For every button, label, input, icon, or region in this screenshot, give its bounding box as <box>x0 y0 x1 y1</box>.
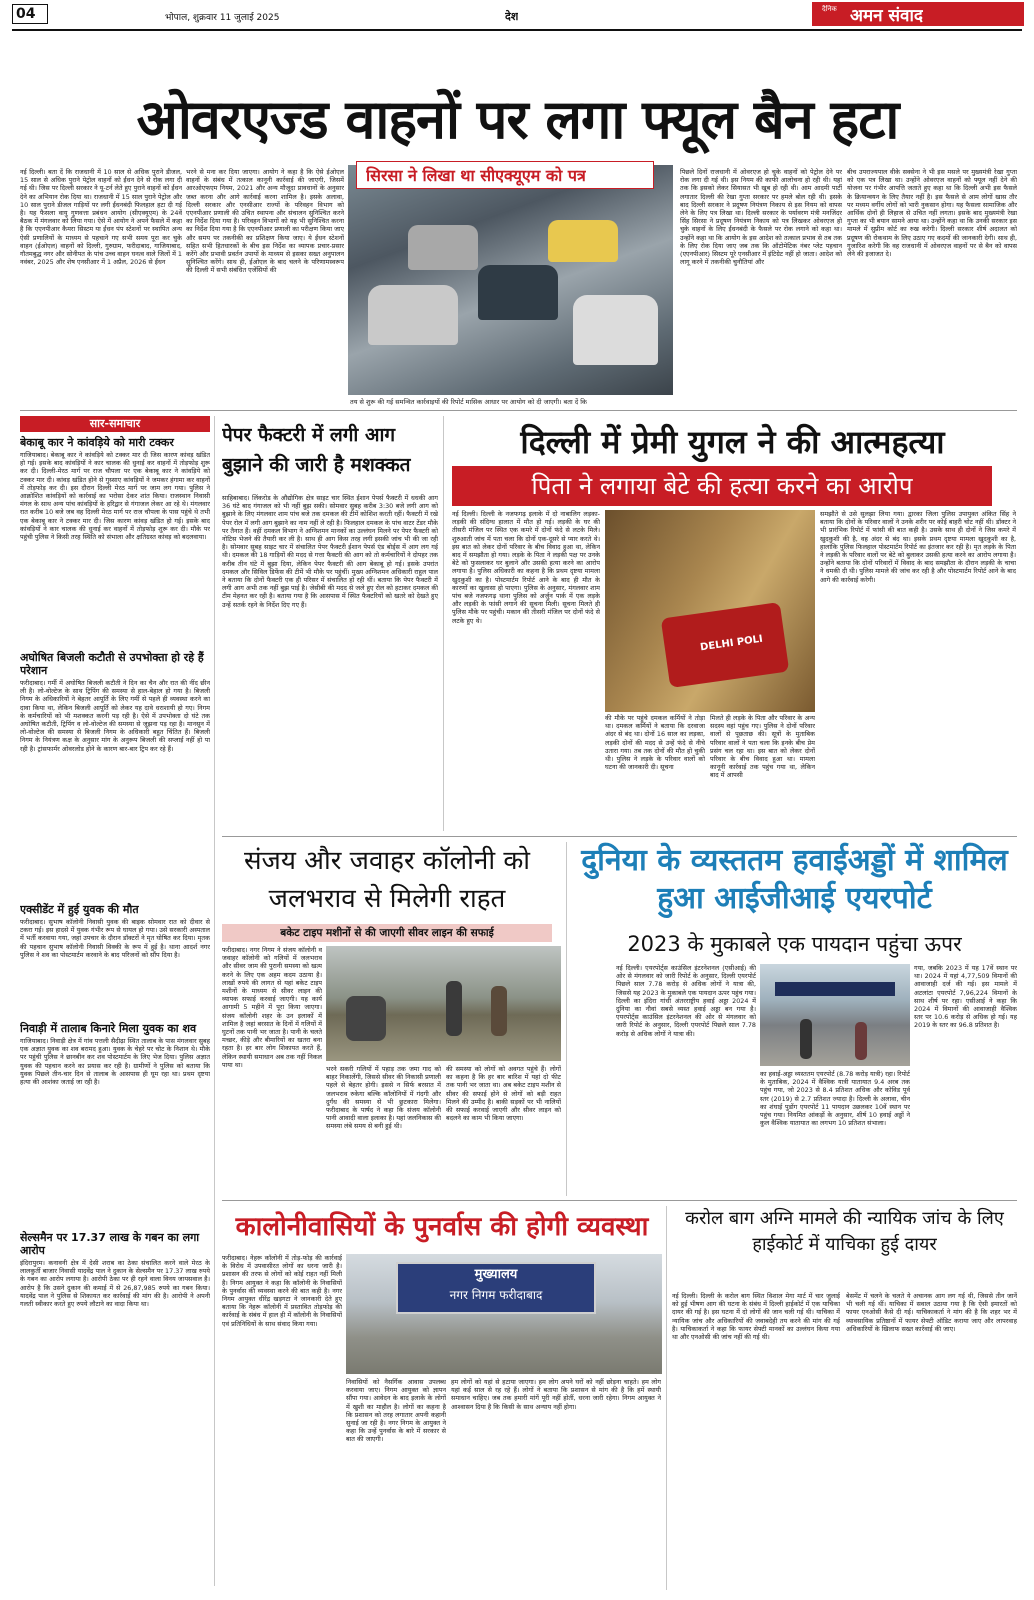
brief-title: अघोषित बिजली कटौती से उपभोक्ता हो रहे हैं परेशान <box>20 651 204 677</box>
rehab-headline: कालोनीवासियों के पुनर्वास की होगी व्यवस्था <box>235 1212 649 1242</box>
lead-column-1: नई दिल्ली। बता दें कि राजधानी में 10 साल से अधिक पुराने डीजल, 15 साल से अधिक पुराने पेट्रोल वाहनों को ईंधन देने से रोक लगा दी गई थी। जिस पर दिल्ली सरकार ने यू-टर्न लेते हुए पुराने वाहनों को ईंधन देने का अभियान रोक दिया था। राजधानी में 15 साल पुराने पेट्रोल और 10 साल पुराने डीजल गाड़ियों पर लगी ईंधनबंदी फिलहाल हटा दी गई है। यह फैसला वायु गुणवत्ता प्रबंधन आयोग (सीएक्यूएम) के 24वें बैठक में मंगलवार को लिया गया। ऐसे में आयोग ने अपने फैसले में कहा है कि एएनपीआर कैमरा सिस्टम या ईंधन पंप स्टेशनों पर स्थापित अन्य ऐसी प्रणालियों के माध्यम से पहचाने गए सभी समय पूरा कर चुके वाहन (ईओएल) वाहनों को दिल्ली, गुरुग्राम, फरीदाबाद, गाजियाबाद, गौतमबुद्ध नगर और सोनीपत के पांच उच्च वाहन घनत्व वाले जिलों में 1 नवंबर, 2025 और शेष एनसीआर में 1 अप्रैल, 2026 से ईंधन <box>20 168 182 267</box>
brief-title: निवाड़ी में तालाब किनारे मिला युवक का शव <box>20 1022 197 1035</box>
lead-photo-label: सिरसा ने लिखा था सीएक्यूएम को पत्र <box>366 166 586 185</box>
rehab-photo-building <box>346 1254 662 1374</box>
fire-headline: पेपर फैक्टरी में लगी आग बुझाने की जारी है मशक्कत <box>222 424 411 476</box>
terminal-sign-shape <box>775 982 895 996</box>
lead-column-4: बीच उपराज्यपाल वीके सक्सेना ने भी इस मसले पर मुख्यमंत्री रेखा गुप्ता को एक पत्र लिखा था। उन्होंने ओवरएज वाहनों को फ्यूल नहीं देने की योजना पर गंभीर आपत्ति जताते हुए कहा था कि दिल्ली अभी इस फैसले के क्रियान्वयन के लिए तैयार नहीं है। इस फैसले से आम लोगों खास तौर पर मध्यम वर्गीय लोगों को भारी नुकसान होगा। यह फैसला सामाजिक और आर्थिक दोनों ही लिहाज से उचित नहीं लगता। इसके बाद मुख्यमंत्री रेखा गुप्ता का भी बयान सामने आया था। उन्होंने कहा था कि उनकी सरकार इस मामले में सुप्रीम कोर्ट का रुख करेगी। दिल्ली सरकार शीर्ष अदालत को प्रदूषण की रोकथाम के लिए उठाए गए कदमों की जानकारी देगी। साथ ही, गुजारिश करेगी कि वह राजधानी में ओवरएज वाहनों पर से बैन को वापस लेने की इजाजत दे। <box>847 168 1017 259</box>
couple-column-4: समझौते से उसे सुलझा लिया गया। द्वारका जिला पुलिस उपायुक्त अंकित सिंह ने बताया कि दोनों के परिवार वालों ने उनके शरीर पर कोई बाहरी चोट नहीं थी। डॉक्टर ने भी प्रारंभिक रिपोर्ट में फांसी की बात कही है। उसके साथ ही दोनों ने जिस कमरे में खुदकुशी की है, वह अंदर से बंद था। इसके प्रथम दृष्टया मामला खुदकुशी का है, हालांकि पुलिस फिलहाल पोस्टमार्टम रिपोर्ट का इंतजार कर रही है। मृत लड़के के पिता ने लड़की के परिवार वालों पर बेटे को बुलाकर उसकी हत्या करने का आरोप लगाया है। उन्होंने बताया कि दोनों परिवारों में विवाद के बाद समझौता के दौरान लड़की के चाचा ने धमकी दी थी। पुलिस मामले की जांच कर रही है और पोस्टमार्टम रिपोर्ट आने के बाद आगे की कार्रवाई करेगी। <box>820 510 1016 584</box>
brief-item <box>20 1231 210 1449</box>
airport-column-1: नई दिल्ली। एयरपोर्ट्स काउंसिल इंटरनेशनल (एसीआई) की ओर से मंगलवार को जारी रिपोर्ट के अनुसार, दिल्ली एयरपोर्ट पिछले साल 7.78 करोड़ से अधिक लोगों ने यात्रा की, जिससे यह 2023 के मुकाबले एक पायदान ऊपर पहुंच गया। दिल्ली का इंदिरा गांधी अंतरराष्ट्रीय हवाई अड्डा 2024 में दुनिया का नौवां सबसे व्यस्त हवाई अड्डा बन गया है। एयरपोर्ट्स काउंसिल इंटरनेशनल की ओर से मंगलवार को जारी रिपोर्ट के अनुसार, दिल्ली एयरपोर्ट पिछले साल 7.78 करोड़ से अधिक लोगों ने यात्रा की। <box>616 964 756 1038</box>
person-shape <box>446 981 462 1036</box>
rehab-column-1: फरीदाबाद। नेहरू कॉलोनी में तोड़-फोड़ की कार्रवाई के विरोध में उपवासीरत लोगों का धरना जारी है। प्रशासन की तरफ से लोगों को कोई राहत नहीं मिली है। निगम आयुक्त ने कहा कि कॉलोनी के निवासियों के पुनर्वास की व्यवस्था करने की बात कही है। नगर निगम आयुक्त धीरेंद्र खड़गटा ने जानकारी देते हुए बताया कि नेहरू कॉलोनी में प्रस्तावित तोड़फोड़ की कार्रवाई के संबंध में हाल ही में कॉलोनी के निवासियों एवं प्रतिनिधियों के साथ संवाद किया गया। <box>222 1254 342 1328</box>
colony-column-2: भरने सकरी गलियों में पहाड़ तक जमा गाद को बाहर निकालेंगी, जिससे सीवर की निकासी प्रणाली पहले से बेहतर होगी। इससे न सिर्फ बरसात में जलभराव रुकेगा बल्कि कॉलोनियों में गंदगी और दुर्गंध की समस्या से भी छुटकारा मिलेगा। फरीदाबाद के पार्षद ने कहा कि संजय कॉलोनी पानी आवादी वाला इलाका है। यहां जलनिकास की समस्या लंबे समय से बनी हुई थी। <box>326 1065 441 1131</box>
car-shape <box>548 220 618 262</box>
masthead-prefix: दैनिक <box>822 5 837 13</box>
colony-column-3: की समस्या को लोगों को अवगत पहुंचे हैं। लोगों का कहना है कि हर बार बारिश में यहां दो फीट तक पानी भर जाता था। अब बकेट टाइप मशीन से सीवर की सफाई होने से लोगों को बड़ी राहत मिलने की उम्मीद है। बाकी सड़कों पर भी नालियों की सफाई करवाई जाएगी और सीवर लाइन को बदलने का काम भी किया जाएगा। <box>446 1065 561 1123</box>
airport-column-2: का हवाई-अड्डा व्यस्ततम एयरपोर्ट (8.78 करोड़ यात्री) रहा। रिपोर्ट के मुताबिक, 2024 में वैश्विक यात्री यातायात 9.4 अरब तक पहुंच गया, जो 2023 से 8.4 प्रतिशत अधिक और कोविड पूर्व स्तर (2019) से 2.7 प्रतिशत ज्यादा है। दिल्ली के अलावा, चीन का शंघाई पुडोंग एयरपोर्ट 11 पायदान उछलकर 10वें स्थान पर पहुंच गया। नियमित आंकड़ों के अनुसार, शीर्ष 10 हवाई अड्डों ने कुल वैश्विक यातायात का लगभग 10 प्रतिशत संभाला। <box>760 1070 910 1128</box>
colony-photo-waterlogging <box>326 946 561 1061</box>
car-shape <box>408 225 478 270</box>
couple-subhead: पिता ने लगाया बेटे की हत्या करने का आरोप <box>531 472 913 500</box>
colony-column-1: फरीदाबाद। नगर निगम ने संजय कॉलोनी व जवाहर कॉलोनी को गलियों में जलभराव और सीवर जाम की पुरानी समस्या को खत्म करने के लिए एक अहम कदम उठाया है। लाखों रुपये की लागत से यहां बकेट टाइप मशीनों के माध्यम से सीवर लाइन की व्यापक सफाई करवाई जाएगी। यह कार्य आगामी 5 महीने में पूरा किया जाएगा। संजय कॉलोनी शहर के उन इलाकों में शामिल है जहां बरसात के दिनों में गलियों में घुटनों तक पानी भर जाता है। पानी के चलते मच्छर, कीड़े और बीमारियों का खतरा बना रहता है। हर बार लोग शिकायत करते हैं, लेकिन स्थायी समाधान अब तक नहीं निकल पाया था। <box>222 946 322 1069</box>
masthead-title: अमन संवाद <box>850 6 923 26</box>
airport-column-3: गया, जबकि 2023 में यह 17वें स्थान पर था। 2024 में यहां 4,77,509 विमानों की आवाजाही दर्ज की गई। इस मामले में अटलांटा एयरपोर्ट 7,96,224 विमानों के साथ शीर्ष पर रहा। एसीआई ने कहा कि 2024 में विमानों की आवाजाही वैश्विक स्तर पर 10.6 करोड़ से अधिक हो गई। यह 2019 के स्तर का 96.8 प्रतिशत है। <box>914 964 1017 1030</box>
lead-column-3: पिछले दिनों राजधानी में ओवरएज हो चुके वाहनों को पेट्रोल देने पर रोक लगा दी गई थी। इस नियम की काफी आलोचना हो रही थी। यहां तक कि इसको लेकर सियासत भी खूब हो रही थी। आम आदमी पार्टी लगातार दिल्ली की रेखा गुप्ता सरकार पर हमले बोल रही थी। इसके बाद दिल्ली सरकार ने प्रदूषण नियंत्रण निकाय से इस नियम को वापस लेने के लिए पत्र लिखा था। दिल्ली सरकार के पर्यावरण मंत्री मनजिंदर सिंह सिरसा ने प्रदूषण नियंत्रण निकाय को पत्र लिखकर ओवरएज हो चुके वाहनों के लिए ईंधनबंदी के फैसले पर रोक लगाने को कहा था। उन्होंने कहा था कि आयोग के इस आदेश को तत्काल प्रभाव से तब तक के लिए रोक दिया जाए जब तक कि ऑटोमेटिक नंबर प्लेट पहचान (एएनपीआर) सिस्टम पूरे एनसीआर में इंटिग्रेट नहीं हो जाता। आदेश को लागू करने में तकनीकी चुनौतियां और <box>680 168 842 267</box>
karol-column-2: बेसमेंट में चलने के चलते ये अचानक आग लग गई थी, जिससे तीन जानें भी चली गई थीं। याचिका में सवाल उठाया गया है कि ऐसी इमारतों को फायर एनओसी कैसे दी गई। याचिकाकर्ता ने मांग की है कि शहर भर में व्यावसायिक प्रतिष्ठानों में फायर सेफ्टी ऑडिट कराया जाए और लापरवाह अधिकारियों के खिलाफ सख्त कार्रवाई की जाए। <box>846 1292 1017 1333</box>
brief-item <box>20 436 210 647</box>
brief-title: सेल्समैन पर 17.37 लाख के गबन का लगा आरोप <box>20 1231 200 1257</box>
police-patch-text: DELHI POLI <box>699 633 764 654</box>
brief-body: फरीदाबाद। गर्मी में अघोषित बिजली कटौती ने दिन का चैन और रात की नींद छीन ली है। लो-वोल्टेज के साथ ट्रिपिंग की समस्या से हाल-बेहाल हो गया है। बिजली निगम के अधिकारियों ने बेहतर आपूर्ति के लिए गर्मी से पहले ही व्यवस्था करने का दावा किया था, लेकिन बिजली आपूर्ति को लेकर यह दावे धराशायी हो गए। निगम के कर्मचारियों को भी मशक्कत करनी पड़ रही है। ऐसे में उपभोक्ता दो घंटे तक अघोषित कटौती, ट्रिपिंग व लो-वोल्टेज की समस्या से जूझना पड़ रहा है। मानसून में लो-वोल्टेज की समस्या से बिजली निगम के अधिकारी बहुत चिंतित हैं। बिजली निगम के नियंत्रण कक्ष के अनुसार मांग के अनुरूप बिजली की सप्लाई नहीं हो पा रही है। ट्रांसफार्मर ओवरलोड होने के कारण बार-बार ट्रिप कर रहे हैं। <box>20 679 210 753</box>
header-dateline: भोपाल, शुक्रवार 11 जुलाई 2025 <box>165 13 280 23</box>
mid-rule <box>222 836 1017 837</box>
brief-body: इंदिरापुरम। कनावनी क्षेत्र में देसी शराब का ठेका संचालित करने वाले मेरठ के लालकुर्ती बाजार निवासी यादवेंद्र पाल ने दुकान के सेल्समैन पर 17.37 लाख रुपये के गबन का आरोप लगाया है। आरोपी ठेका पर ही रहने वाला विनय जायसवाल है। आरोप है कि उसने दुकान की कमाई में से 26,87,985 रुपये का गबन किया। यादवेंद्र पाल ने पुलिस से शिकायत कर कार्रवाई की मांग की है। आरोपी ने अपनी गलती स्वीकार करते हुए रुपये लौटाने का वादा किया था। <box>20 1259 210 1309</box>
lead-photo-caption: तय से शुरू की गई समन्वित कार्रवाइयों की रिपोर्ट मासिक आधार पर आयोग को दी जाएगी। बता दें कि <box>350 398 587 406</box>
section-label: देश <box>505 10 519 23</box>
briefs-column <box>20 416 210 1586</box>
couple-column-1: नई दिल्ली। दिल्ली के नजफगढ़ इलाके में दो नाबालिग लड़का-लड़की की संदिग्ध हालात में मौत हो गई। लड़की के घर की तीसरी मंजिल पर स्थित एक कमरे में दोनों फंदे से लटके मिले। शुरुआती जांच में पता चला कि दोनों एक-दूसरे से प्यार करते थे। इस बात को लेकर दोनों परिवार के बीच विवाद हुआ था, लेकिन बाद में समझौता हो गया। लड़के के पिता ने लड़की पक्ष पर उनके बेटे को फुसलाकर घर बुलाने और उसकी हत्या करने का आरोप लगाया है। पुलिस अधिकारी का कहना है कि प्रथम दृष्टया मामला खुदकुशी का है। पोस्टमार्टम रिपोर्ट आने के बाद ही मौत के कारणों का खुलासा हो पाएगा। पुलिस के अनुसार, मंगलवार शाम पांच बजे नजफगढ़ थाना पुलिस को अर्जुन पार्क में एक लड़के और लड़की के फांसी लगाने की सूचना मिली। सूचना मिलते ही पुलिस मौके पर पहुंची। मकान की तीसरी मंजिल पर दोनों फंदे से लटके हुए थे। <box>452 510 600 625</box>
brief-body: फरीदाबाद। सुभाष कॉलोनी निवासी युवक की बाइक सोमवार रात को दीवार से टकरा गई। इस हादसे में युवक गंभीर रूप से घायल हो गया। उसे सरकारी अस्पताल में भर्ती करवाया गया, जहां उपचार के दौरान डॉक्टरों ने मृत घोषित कर दिया। मृतक की पहचान सुभाष कॉलोनी निवासी विक्की के रूप में हुई है। थाना आदर्श नगर पुलिस ने शव का पोस्टमार्टम करवाने के बाद परिजनों को सौंप दिया है। <box>20 918 210 959</box>
briefs-divider <box>214 416 215 1586</box>
brief-item <box>20 1022 210 1227</box>
brief-title: बेकाबू कार ने कांवड़िये को मारी टक्कर <box>20 436 174 449</box>
signboard-line-1: मुख्यालय <box>474 1267 518 1282</box>
lead-column-2: भरने से मना कर दिया जाएगा। आयोग ने कहा है कि ऐसे ईओएल वाहनों के संबंध में तत्काल कानूनी कार्रवाई की जाएगी, जिसमें आरओएफएम नियम, 2021 और अन्य मौजूदा प्रावधानों के अनुसार जब्त करना और आगे कार्रवाई करना शामिल है। इसके अलावा, दिल्ली सरकार और एनसीआर राज्यों के परिवहन विभाग को एएनपीआर प्रणाली की उचित स्थापना और संचालन सुनिश्चित करने का निर्देश दिया गया है। परिवहन विभागों को यह भी सुनिश्चित करना का निर्देश दिया गया है कि एएनपीआर प्रणाली का परीक्षण किया जाए और समय पर तकनीकी का प्रशिक्षण किया जाए। ये ईंधन स्टेशनों सहित सभी हितधारकों के बीच इस निर्देश का व्यापक प्रचार-प्रसार करेंगे और प्रभावी प्रवर्तन उपायों के माध्यम से इसका सख्त अनुपालन सुनिश्चित करेंगे। साथ ही, ईओएल के बाद चलने के परिणामस्वरूप की दिल्ली में सभी संबंधित एजेंसियों की <box>186 168 344 275</box>
person-shape <box>800 1019 812 1059</box>
brief-body: गाजियाबाद। बेकाबू कार ने कांवड़िये को टक्कर मार दी जिस कारण कांवड़ खंडित हो गई। इसके बाद कांवड़ियों ने कार चालक की धुनाई कर वाहनों में तोड़फोड़ शुरू कर दी। दिल्ली-मेरठ मार्ग पर राज चौपला पर एक बेकाबू कार ने कांवड़िये को टक्कर मार दी। कांवड़ खंडित होने से गुस्साए कांवड़ियों ने जमकर हंगामा कर वाहनों में तोड़फोड़ कर दी। इस दौरान दिल्ली मेरठ मार्ग पर जाम लग गया। पुलिस ने आक्रोशित कांवड़ियों को कार्रवाई का भरोसा देकर शांत किया। राजस्थान निवासी मंगल के साथ अन्य पांच कांवड़ियों के हरिद्वार से गंगाजल लेकर आ रहे थे। मंगलवार रात करीब 10 बजे जब वह दिल्ली मेरठ मार्ग पर राज चौपला के पास पहुंचे थे तभी एक बेकाबू कार ने टक्कर मार दी। जिस कारण कांवड़ खंडित हो गई। इसके बाद कांवड़ियों ने कार चालक की धुनाई कर वाहनों में तोड़फोड़ शुरू कर दी। मौके पर पहुंची पुलिस ने किसी तरह स्थिति को संभाला और क्षतिग्रस्त कांवड़ को बदलवाया। <box>20 451 210 542</box>
colony-divider <box>566 842 567 1196</box>
fire-body: साहिबाबाद। लिंकरोड के औद्योगिक क्षेत्र साइट चार स्थित ईशान पेपर्स फैक्टरी में धधकी आग 36 घंटे बाद गंगाजल को भी नहीं बुझ सकी। सोमवार सुबह करीब 3:30 बजे लगी आग को बुझाने के लिए मंगलवार शाम पांच बजे तक दमकल की टीमें कोशिश करती रहीं। फैक्टरी में रखे पेपर रोल में लगी आग बुझाने का नाम नहीं ले रही है। फिलहाल दमकल के पांच वाटर टेंडर मौके पर तैनात हैं। वहीं दमकल विभाग ने अग्निशमन मानकों का उल्लंघन मिलने पर पेपर फैक्टरी को नोटिस भेजने की तैयारी कर ली है। साथ ही आग किस तरह लगी इसकी जांच भी की जा रही है। सोमवार सुबह साइट चार में संचालित पेपर फैक्टरी ईशान पेपर्स एंड बोर्ड्स में आग लग गई थी। दमकल की 18 गाड़ियों की मदद से गत्ता फैक्टरी की आग को तो कर्मचारियों ने दोपहर तक करीब तीन घंटे में बुझा दिया, लेकिन पेपर फैक्टरी की आग बेकाबू हो गई। इसके उपरांत दमकल और सिविल डिफेंस की टीमें भी मौके पर पहुंचीं। मुख्य अग्निशमन अधिकारी राहुल पाल ने बताया कि दोनों फैक्टरी एक ही परिसर में संचालित हो रही थीं। बताया कि पेपर फैक्टरी में लगी आग अभी तक नहीं बुझ पाई है। जेसीबी की मदद से जले हुए रोल को हटाकर दमकल की टीम मेहनत कर रही है। बताया गया है कि आसपास में स्थित फैक्टरियों को खतरे को देखते हुए उन्हें सतर्क रहने के निर्देश दिए गए हैं। <box>222 494 438 609</box>
briefs-header: सार-समाचार <box>20 416 210 432</box>
rehab-divider <box>666 1206 667 1590</box>
airport-photo-terminal <box>760 964 910 1066</box>
couple-photo-police <box>605 510 815 712</box>
rehab-column-3: हम लोगों को यहां से हटाया जाएगा। हम लोग अपने घरों को नहीं छोड़ना चाहते। हम लोग यहां कई साल से रह रहे हैं। लोगों ने बताया कि प्रशासन से मांग की है कि हमें स्थायी समाधान चाहिए। जब तक हमारी मांगें पूरी नहीं होतीं, धरना जारी रहेगा। निगम आयुक्त ने आश्वासन दिया है कि किसी के साथ अन्याय नहीं होगा। <box>451 1378 661 1411</box>
fire-divider <box>443 416 444 831</box>
header-rule <box>12 29 1022 31</box>
karol-headline: करोल बाग अग्नि मामले की न्यायिक जांच के लिए हाईकोर्ट में याचिका हुई दायर <box>685 1208 1004 1255</box>
person-shape <box>491 986 507 1036</box>
scooter-shape <box>346 996 386 1041</box>
colony-headline: संजय और जवाहर कॉलोनी को जलभराव से मिलेगी राहत <box>243 846 531 914</box>
signboard-line-2: नगर निगम फरीदाबाद <box>449 1288 543 1302</box>
lead-bottom-rule <box>20 410 1017 411</box>
airport-headline: दुनिया के व्यस्ततम हवाईअड्डों में शामिल हुआ आईजीआई एयरपोर्ट <box>581 843 1008 916</box>
rehab-column-2: निवासियों को नैसर्गिक आवास उपलब्ध करवाया जाए। निगम आयुक्त को ज्ञापन सौंपा गया। आवेदन के बाद इलाके के लोगों में खुशी का माहौल है। लोगों का कहना है कि प्रशासन को तरह लगातार अपनी कहानी सुनाई जा रही है। नगर निगम के आयुक्त ने कहा कि उन्हें पुनर्वास के बारे में सरकार से बात की जाएगी। <box>346 1378 446 1444</box>
couple-column-2: की मौके पर पहुंचे दमकल कर्मियों ने तोड़ा था। दमकल कर्मियों ने बताया कि दरवाजा अंदर से बंद था। दोनों 16 साल का लड़का, लड़की दोनों की मदद से उन्हें फंदे से नीचे उतारा गया। तब तक दोनों की मौत हो चुकी थी। पुलिस ने लड़के के परिवार वालों को घटना की जानकारी दी। सूचना <box>605 714 705 772</box>
car-shape <box>368 285 458 345</box>
couple-column-3: मिलते ही लड़के के पिता और परिवार के अन्य सदस्य वहां पहुंच गए। पुलिस ने दोनों परिवार वालों से पूछताछ की। सूत्रों के मुताबिक परिवार वालों ने पता चला कि इनके बीच प्रेम प्रसंग चल रहा था। इस बात को लेकर दोनों परिवार के बीच विवाद हुआ था। मामला कानूनी कार्रवाई तक पहुंच गया था, लेकिन बाद में आपसी <box>710 714 815 780</box>
page-header <box>0 0 1034 28</box>
brief-body: गाजियाबाद। निवाड़ी क्षेत्र में गांव पत्तली सैदीढ़ा स्थित तालाब के पास मंगलवार सुबह एक अज्ञात युवक का शव बरामद हुआ। युवक के चेहरे पर चोट के निशान थे। मौके पर पहुंची पुलिस ने छानबीन कर शव पोस्टमार्टम के लिए भेज दिया। पुलिस अज्ञात युवक की पहचान करने का प्रयास कर रही है। ग्रामीणों ने पुलिस को बताया कि युवक पिछले तीन-चार दिन से तालाब के आसपास ही घूम रहा था। प्रथम दृष्टया हत्या की आशंका जताई जा रही है। <box>20 1037 210 1087</box>
car-shape <box>573 295 658 365</box>
lower-rule <box>222 1200 1017 1201</box>
colony-subhead: बकेट टाइप मशीनों से की जाएगी सीवर लाइन की सफाई <box>280 927 494 939</box>
karol-column-1: नई दिल्ली। दिल्ली के करोल बाग स्थित विशाल मेगा मार्ट में चार जुलाई को हुई भीषण आग की घटना के संबंध में दिल्ली हाईकोर्ट में एक याचिका दायर की गई है। इस घटना में दो लोगों की जान चली गई थी। याचिका में न्यायिक जांच और अधिकारियों की जवाबदेही तय करने की मांग की गई है। याचिकाकर्ता ने कहा कि फायर सेफ्टी मानकों का उल्लंघन किया गया था और एनओसी की जांच नहीं की गई थी। <box>672 1292 840 1342</box>
person-shape <box>855 1022 867 1060</box>
airport-subhead: 2023 के मुकाबले एक पायदान पहुंचा ऊपर <box>627 932 962 956</box>
lead-headline: ओवरएज्ड वाहनों पर लगा फ्यूल बैन हटा <box>136 88 899 151</box>
brief-item <box>20 651 210 899</box>
car-shape <box>478 265 558 320</box>
brief-item <box>20 903 210 1018</box>
page-number: 04 <box>16 6 36 22</box>
brief-title: एक्सीडेंट में हुई युवक की मौत <box>20 903 139 916</box>
couple-headline: दिल्ली में प्रेमी युगल ने की आत्महत्या <box>520 423 945 461</box>
lead-photo-traffic <box>348 165 673 395</box>
